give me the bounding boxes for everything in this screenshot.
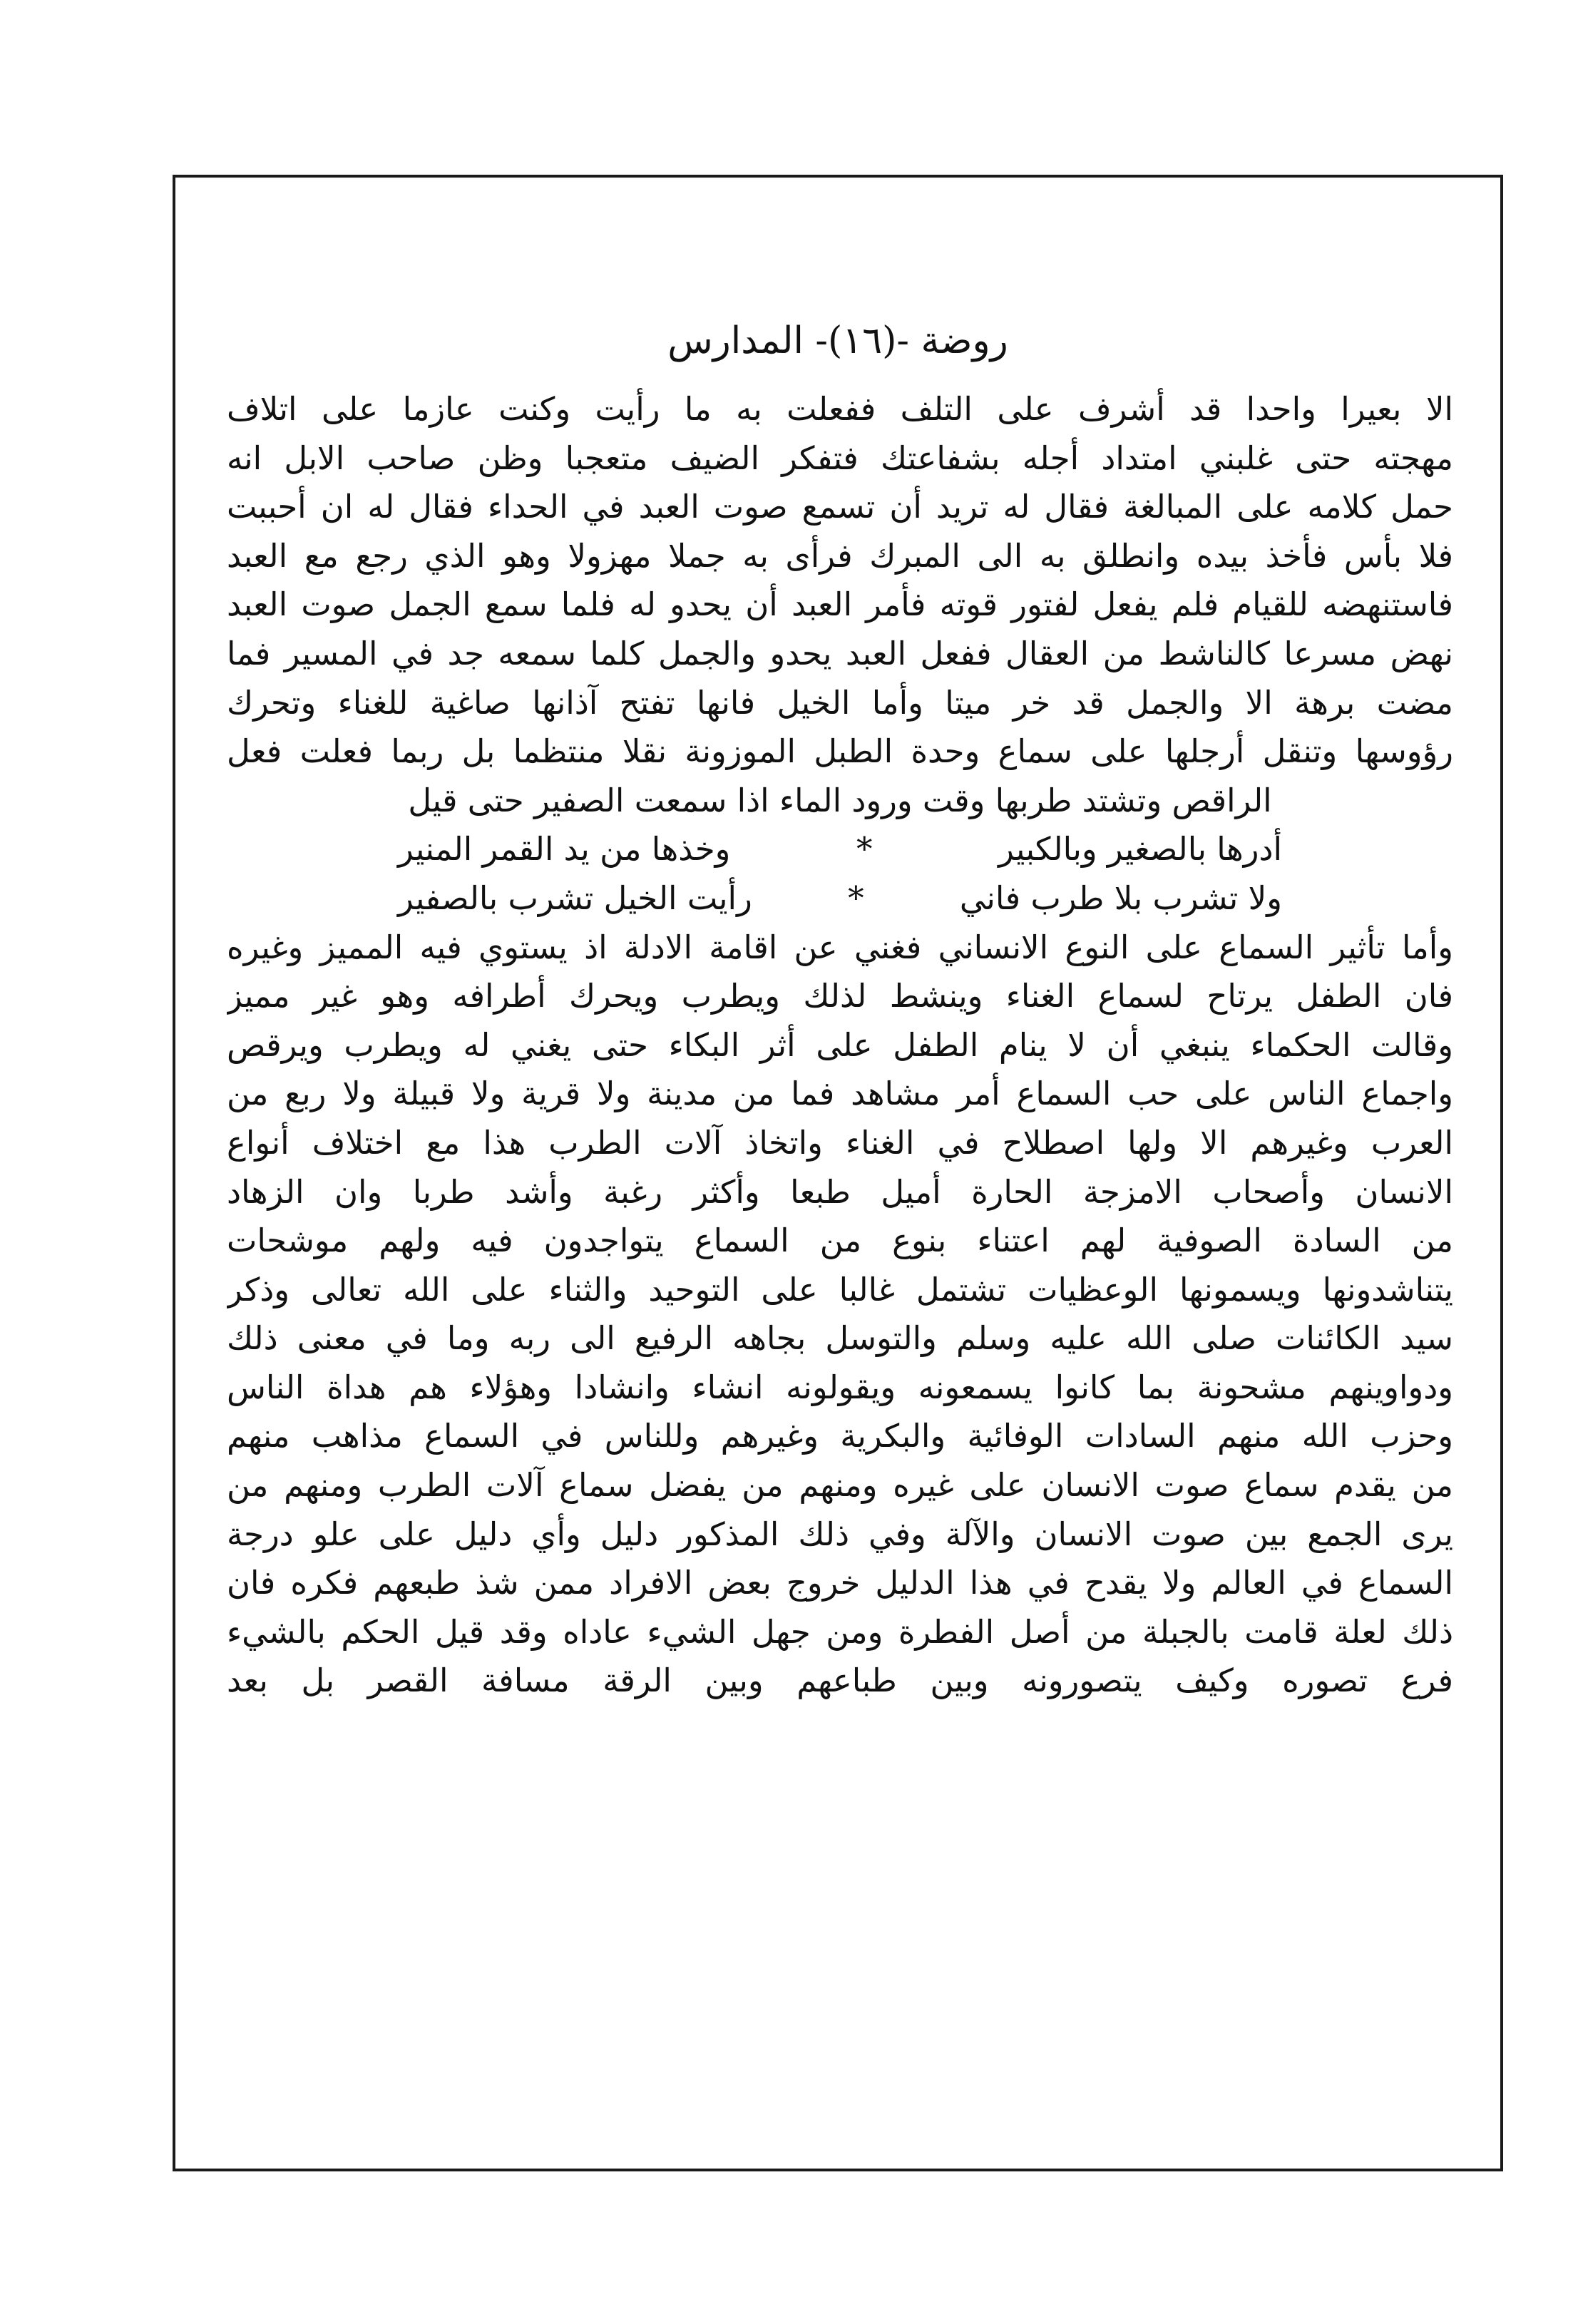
text-line: سيد الكائنات صلى الله عليه وسلم والتوسل بجاهه الرفيع الى ربه وما في معنى ذلك (227, 1319, 1453, 1358)
text-line: فرع تصوره وكيف يتصورونه وبين طباعهم وبين الرقة مسافة القصر بل بعد (227, 1662, 1453, 1700)
text-line: مهجته حتى غلبني امتداد أجله بشفاعتك فتفكر الضيف متعجبا وظن صاحب الابل انه (227, 439, 1453, 477)
text-line: الانسان وأصحاب الامزجة الحارة أميل طبعا وأكثر رغبة وأشد طربا وان الزهاد (227, 1172, 1453, 1211)
text-line: يتناشدونها ويسمونها الوعظيات تشتمل غالبا على التوحيد والثناء على الله تعالى وذكر (227, 1270, 1453, 1309)
text-line: فان الطفل يرتاح لسماع الغناء وينشط لذلك ويطرب ويحرك أطرافه وهو غير مميز (227, 977, 1453, 1015)
text-line: حمل كلامه على المبالغة فقال له تريد أن تسمع صوت العبد في الحداء فقال له ان أحببت (227, 488, 1453, 526)
verse-hemistich-second: وخذها من يد القمر المنير (398, 830, 731, 869)
verse-line (398, 874, 1282, 923)
verse-hemistich-first: أدرها بالصغير وبالكبير (998, 830, 1282, 869)
text-line: العرب وغيرهم الا ولها اصطلاح في الغناء واتخاذ آلات الطرب هذا مع اختلاف أنواع (227, 1123, 1453, 1162)
text-line: وقالت الحكماء ينبغي أن لا ينام الطفل على أثر البكاء حتى يغني له ويطرب ويرقص (227, 1025, 1453, 1064)
text-line: الا بعيرا واحدا قد أشرف على التلف ففعلت به ما رأيت وكنت عازما على اتلاف (227, 390, 1453, 428)
text-line: السماع في العالم ولا يقدح في هذا الدليل خروج بعض الافراد ممن شذ طبعهم فكره فان (227, 1564, 1453, 1602)
text-line: رؤوسها وتنقل أرجلها على سماع وحدة الطبل الموزونة نقلا منتظما بل ربما فعلت فعل (227, 732, 1453, 771)
text-line: الراقص وتشتد طربها وقت ورود الماء اذا سمعت الصفير حتى قيل (408, 781, 1272, 819)
text-line: ودواوينهم مشحونة بما كانوا يسمعونه ويقولونه انشاء وانشادا وهؤلاء هم هداة الناس (227, 1368, 1453, 1406)
text-line: يرى الجمع بين صوت الانسان والآلة وفي ذلك المذكور دليل وأي دليل على علو درجة (227, 1515, 1453, 1553)
text-line: وأما تأثير السماع على النوع الانساني فغني عن اقامة الادلة اذ يستوي فيه المميز وغيره (227, 928, 1453, 966)
text-line: وحزب الله منهم السادات الوفائية والبكرية وغيرهم وللناس في السماع مذاهب منهم (227, 1417, 1453, 1455)
page-header: روضة -(١٦)- المدارس (667, 319, 1008, 362)
text-line: مضت برهة الا والجمل قد خر ميتا وأما الخيل فانها تفتح آذانها صاغية للغناء وتحرك (227, 683, 1453, 722)
verse-hemistich-second: رأيت الخيل تشرب بالصفير (398, 879, 752, 917)
text-line: فلا بأس فأخذ بيده وانطلق به الى المبرك فرأى به جملا مهزولا وهو الذي رجع مع العبد (227, 536, 1453, 575)
text-line: واجماع الناس على حب السماع أمر مشاهد فما من مدينة ولا قرية ولا قبيلة ولا ربع من (227, 1075, 1453, 1113)
text-body (227, 385, 1453, 1706)
text-line: من السادة الصوفية لهم اعتناء بنوع من السماع يتواجدون فيه ولهم موشحات (227, 1222, 1453, 1260)
poem-verses (227, 825, 1453, 923)
verse-line (398, 825, 1282, 874)
verse-separator: * (856, 830, 873, 869)
verse-separator: * (848, 879, 864, 917)
text-line: ذلك لعلة قامت بالجبلة من أصل الفطرة ومن جهل الشيء عاداه وقد قيل الحكم بالشيء (227, 1612, 1453, 1651)
verse-hemistich-first: ولا تشرب بلا طرب فاني (959, 879, 1282, 917)
text-line: نهض مسرعا كالناشط من العقال ففعل العبد يحدو والجمل كلما سمعه جد في المسير فما (227, 634, 1453, 672)
text-line: فاستنهضه للقيام فلم يفعل لفتور قوته فأمر العبد أن يحدو له فلما سمع الجمل صوت العبد (227, 585, 1453, 624)
text-line: من يقدم سماع صوت الانسان على غيره ومنهم من يفضل سماع آلات الطرب ومنهم من (227, 1466, 1453, 1505)
